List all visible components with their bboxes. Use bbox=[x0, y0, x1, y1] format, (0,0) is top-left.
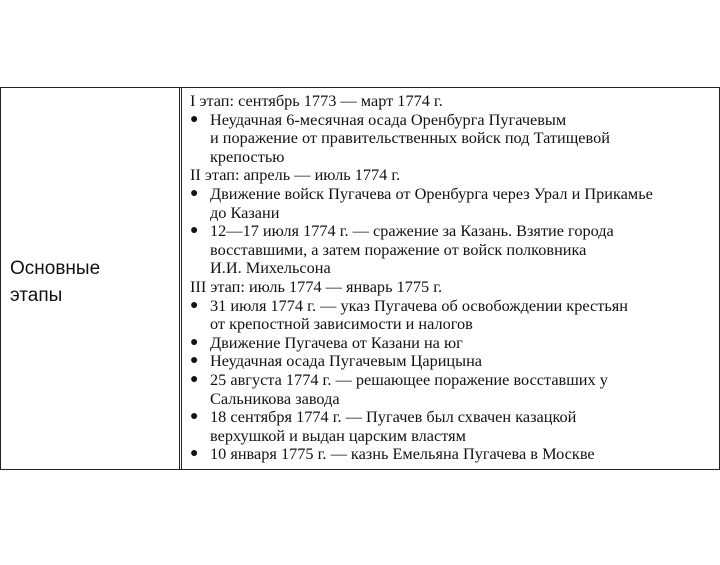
bullet-icon: ● bbox=[190, 334, 199, 350]
bullet-icon: ● bbox=[190, 185, 199, 201]
row-label-cell bbox=[1, 88, 182, 469]
row-label: Основные этапы bbox=[10, 257, 101, 306]
stage-item bbox=[190, 371, 719, 408]
bullet-icon: ● bbox=[190, 223, 199, 239]
item-text-line: до Казани bbox=[210, 202, 280, 222]
item-text-line: 18 сентября 1774 г. — Пугачев был схвачен казацкой bbox=[210, 407, 577, 427]
item-text-line: Движение войск Пугачева от Оренбурга через Урал и Прикамье bbox=[210, 183, 653, 203]
item-text-line: Сальникова завода bbox=[210, 388, 340, 408]
stage-item bbox=[190, 222, 719, 278]
bullet-icon: ● bbox=[190, 446, 199, 462]
stage-title: III этап: июль 1774 — январь 1775 г. bbox=[190, 276, 443, 296]
item-text-line: 31 июля 1774 г. — указ Пугачева об освобождении крестьян bbox=[210, 295, 628, 315]
item-text-line: верхушкой и выдан царским властям bbox=[210, 425, 466, 445]
item-text-line: крепостью bbox=[210, 146, 285, 166]
stage-title: II этап: апрель — июль 1774 г. bbox=[190, 165, 401, 185]
stage-item bbox=[190, 185, 719, 222]
stage-item bbox=[190, 352, 719, 371]
item-text-line: и поражение от правительственных войск под Татищевой bbox=[210, 128, 610, 148]
stage-title: I этап: сентябрь 1773 — март 1774 г. bbox=[190, 91, 443, 110]
bullet-icon: ● bbox=[190, 111, 199, 127]
item-text-line: 10 января 1775 г. — казнь Емельяна Пугачева в Москве bbox=[210, 444, 595, 464]
bullet-icon: ● bbox=[190, 353, 199, 369]
stage-item bbox=[190, 408, 719, 445]
stages-cell bbox=[182, 88, 719, 469]
item-text-line: 12—17 июля 1774 г. — сражение за Казань. Взятие города bbox=[210, 221, 614, 241]
item-text-line: Движение Пугачева от Казани на юг bbox=[210, 332, 463, 352]
stage-item bbox=[190, 445, 719, 464]
item-text-line: Неудачная осада Пугачевым Царицына bbox=[210, 351, 483, 371]
stage-item bbox=[190, 111, 719, 167]
item-text-line: 25 августа 1774 г. — решающее поражение восставших у bbox=[210, 369, 608, 389]
item-text-line: восставшими, а затем поражение от войск полковника bbox=[210, 239, 587, 259]
stage-item bbox=[190, 334, 719, 353]
stage-item bbox=[190, 297, 719, 334]
item-text-line: Неудачная 6-месячная осада Оренбурга Пугачевым bbox=[210, 109, 567, 129]
bullet-icon: ● bbox=[190, 297, 199, 313]
bullet-icon: ● bbox=[190, 371, 199, 387]
history-table bbox=[0, 87, 720, 470]
bullet-icon: ● bbox=[190, 409, 199, 425]
item-text-line: И.И. Михельсона bbox=[210, 258, 331, 278]
item-text-line: от крепостной зависимости и налогов bbox=[210, 314, 473, 334]
